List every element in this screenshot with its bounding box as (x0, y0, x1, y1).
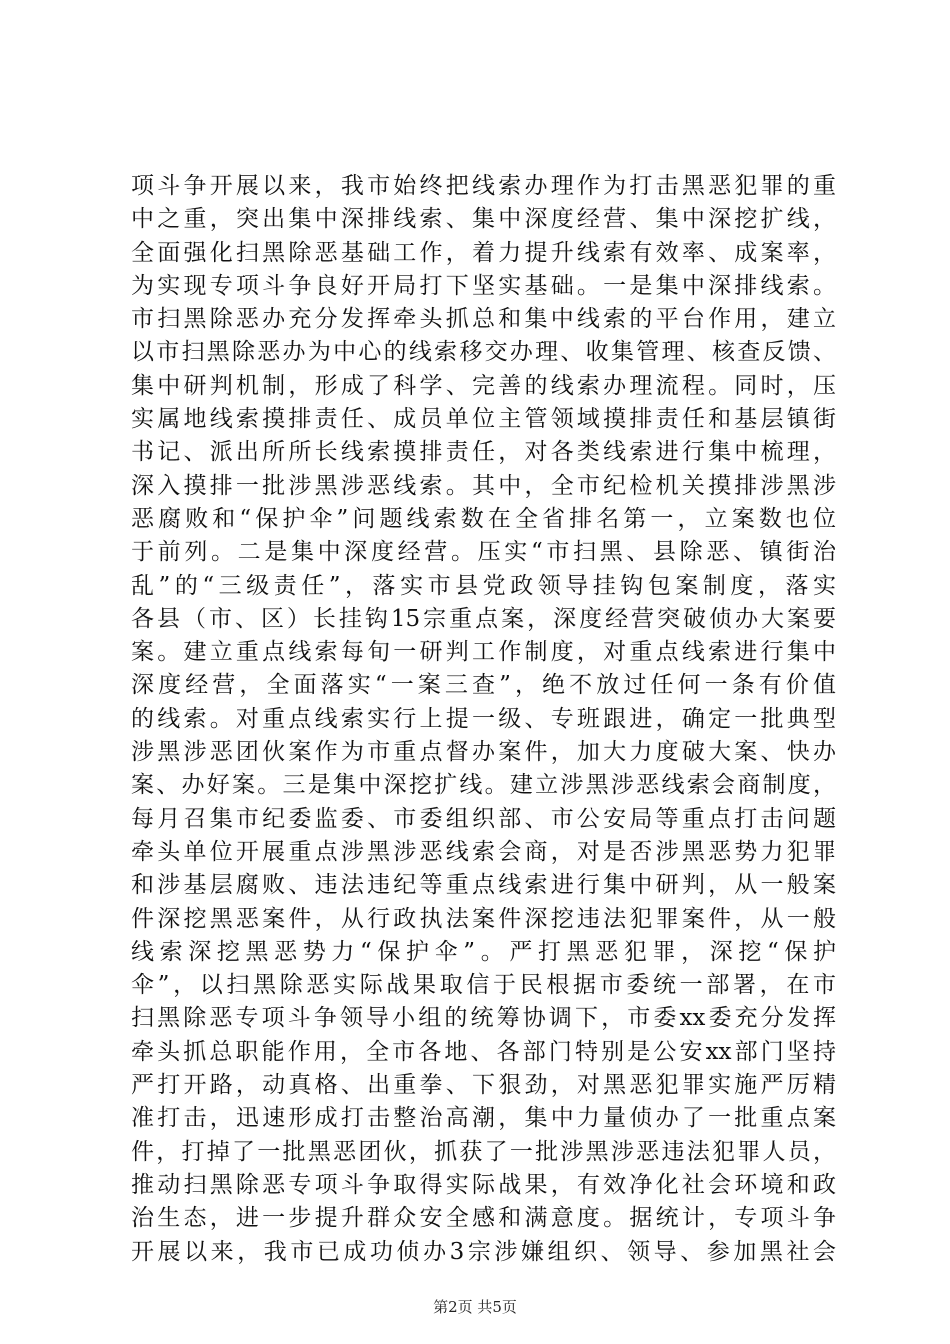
text-line: 案、办好案。三是集中深挖扩线。建立涉黑涉恶线索会商制度， (131, 772, 836, 799)
page-number-footer: 第2页 共5页 (433, 1298, 517, 1316)
text-line: 深度经营，全面落实“一案三查”，绝不放过任何一条有价值 (131, 672, 836, 699)
text-line: 为实现专项斗争良好开局打下坚实基础。一是集中深排线索。 (131, 272, 836, 299)
text-line: 乱”的“三级责任”，落实市县党政领导挂钩包案制度，落实 (131, 572, 836, 599)
text-line: 严打开路，动真格、出重拳、下狠劲，对黑恶犯罪实施严厉精 (131, 1072, 836, 1099)
text-line: 全面强化扫黑除恶基础工作，着力提升线索有效率、成案率， (131, 239, 836, 266)
text-line: 涉黑涉恶团伙案作为市重点督办案件，加大力度破大案、快办 (131, 739, 836, 766)
text-line: 和涉基层腐败、违法违纪等重点线索进行集中研判，从一般案 (131, 872, 836, 899)
text-line: 集中研判机制，形成了科学、完善的线索办理流程。同时，压 (131, 372, 836, 399)
text-line: 治生态，进一步提升群众安全感和满意度。据统计，专项斗争 (131, 1205, 836, 1232)
text-line: 深入摸排一批涉黑涉恶线索。其中，全市纪检机关摸排涉黑涉 (131, 472, 836, 499)
text-line: 每月召集市纪委监委、市委组织部、市公安局等重点打击问题 (131, 805, 836, 832)
body-paragraph (131, 170, 836, 1269)
text-line: 案。建立重点线索每旬一研判工作制度，对重点线索进行集中 (131, 639, 836, 666)
text-line: 的线索。对重点线索实行上提一级、专班跟进，确定一批典型 (131, 705, 836, 732)
text-line: 线索深挖黑恶势力“保护伞”。严打黑恶犯罪，深挖“保护 (131, 938, 836, 965)
text-line: 伞”，以扫黑除恶实际战果取信于民根据市委统一部署，在市 (131, 972, 836, 999)
text-line: 项斗争开展以来，我市始终把线索办理作为打击黑恶犯罪的重 (131, 173, 836, 199)
text-line: 牵头抓总职能作用，全市各地、各部门特别是公安xx部门坚持 (131, 1038, 836, 1065)
text-line: 件深挖黑恶案件，从行政执法案件深挖违法犯罪案件，从一般 (131, 905, 836, 932)
text-line: 推动扫黑除恶专项斗争取得实际战果，有效净化社会环境和政 (131, 1171, 836, 1198)
text-line: 于前列。二是集中深度经营。压实“市扫黑、县除恶、镇街治 (131, 539, 836, 566)
text-line: 扫黑除恶专项斗争领导小组的统筹协调下，市委xx委充分发挥 (131, 1005, 836, 1032)
text-line: 以市扫黑除恶办为中心的线索移交办理、收集管理、核查反馈、 (131, 339, 836, 366)
text-line: 书记、派出所所长线索摸排责任，对各类线索进行集中梳理， (131, 439, 836, 466)
text-line: 件，打掉了一批黑恶团伙，抓获了一批涉黑涉恶违法犯罪人员， (131, 1138, 836, 1165)
text-line: 准打击，迅速形成打击整治高潮，集中力量侦办了一批重点案 (131, 1105, 836, 1132)
text-line: 实属地线索摸排责任、成员单位主管领域摸排责任和基层镇街 (131, 406, 836, 433)
text-line: 开展以来，我市已成功侦办3宗涉嫌组织、领导、参加黑社会 (131, 1238, 836, 1265)
text-line: 恶腐败和“保护伞”问题线索数在全省排名第一，立案数也位 (131, 505, 836, 532)
text-line: 牵头单位开展重点涉黑涉恶线索会商，对是否涉黑恶势力犯罪 (131, 838, 836, 865)
text-line: 中之重，突出集中深排线索、集中深度经营、集中深挖扩线， (131, 206, 836, 233)
text-line: 各县（市、区）长挂钩15宗重点案，深度经营突破侦办大案要 (131, 605, 836, 632)
text-line: 市扫黑除恶办充分发挥牵头抓总和集中线索的平台作用，建立 (131, 306, 836, 333)
